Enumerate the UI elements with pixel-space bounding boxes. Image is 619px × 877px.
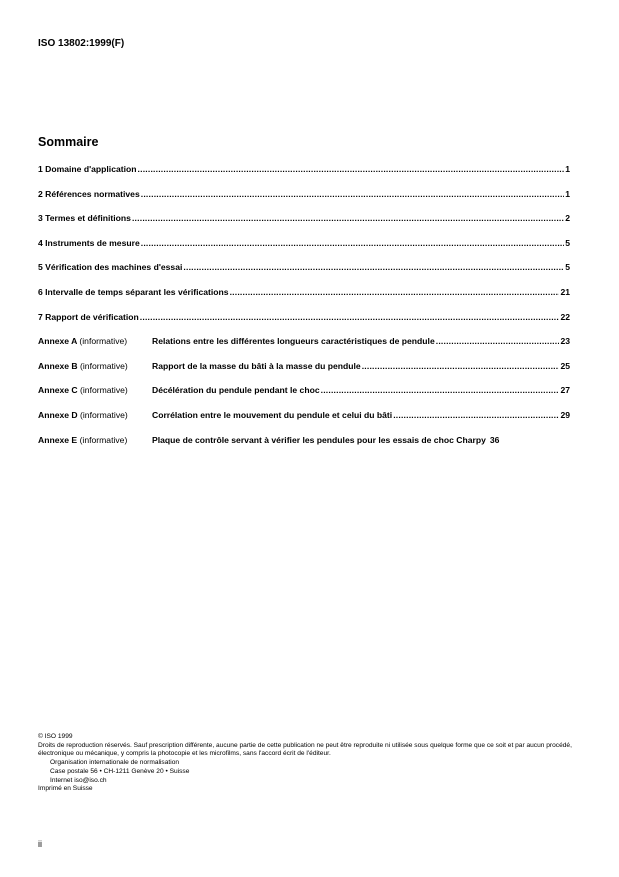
annex-id: Annexe C (38, 385, 78, 396)
annex-id: Annexe A (38, 336, 77, 347)
toc-entry[interactable] (38, 238, 570, 263)
document-code: ISO 13802:1999(F) (38, 38, 125, 49)
toc-entry-page: 2 (565, 213, 570, 224)
toc-entry-title: 2 Références normatives (38, 188, 140, 199)
toc-entry-title: 5 Vérification des machines d'essai (38, 262, 183, 273)
toc-annex-entry[interactable] (38, 435, 570, 460)
dot-leader (141, 238, 564, 248)
toc-entry-title: 7 Rapport de vérification (38, 311, 139, 322)
dot-leader (230, 287, 560, 297)
toc-entry[interactable] (38, 262, 570, 287)
annex-title: Relations entre les différentes longueurs caractéristiques de pendule (152, 336, 435, 347)
dot-leader (436, 336, 560, 346)
annex-id: Annexe B (38, 360, 78, 371)
toc-entry[interactable] (38, 164, 570, 189)
toc-entry[interactable] (38, 189, 570, 214)
copyright-notice: © ISO 1999 (38, 733, 73, 740)
toc-annex-entry[interactable] (38, 410, 570, 435)
dot-leader (140, 312, 560, 322)
copyright-block (38, 733, 578, 794)
toc-entry-page: 5 (565, 262, 570, 273)
annex-page: 29 (560, 409, 570, 420)
annex-id: Annexe D (38, 409, 78, 420)
dot-leader (183, 262, 564, 272)
toc-entry-title: 1 Domaine d'application (38, 164, 137, 174)
annex-label (38, 410, 152, 420)
annex-label (38, 336, 152, 346)
internet-contact: Internet iso@iso.ch (50, 776, 107, 784)
annex-title: Corrélation entre le mouvement du pendule et celui du bâti (152, 409, 393, 420)
annex-id: Annexe E (38, 434, 78, 445)
toc-entry-page: 5 (565, 237, 570, 248)
annex-type: (informative) (79, 336, 128, 347)
page-number: ii (38, 839, 42, 849)
toc-entry-page: 21 (560, 286, 570, 297)
table-of-contents (38, 164, 570, 459)
annex-type: (informative) (80, 385, 128, 396)
rights-statement: Droits de reproduction réservés. Sauf prescription différente, aucune partie de cette publication ne peut être reproduite ni utilisée sous quelque forme que ce soit et par aucun procédé, électronique ou mécanique, y compris la photocopie et les microfilms, sans l'accord écrit de l'éditeur. (38, 741, 572, 758)
postal-address: Case postale 56 • CH-1211 Genève 20 • Suisse (50, 767, 190, 775)
toc-annex-entry[interactable] (38, 361, 570, 386)
annex-title: Décélération du pendule pendant le choc (152, 385, 320, 396)
annex-label (38, 361, 152, 371)
dot-leader (138, 164, 565, 174)
annex-page: 23 (560, 336, 570, 347)
toc-title: Sommaire (38, 135, 99, 149)
annex-page: 36 (489, 434, 500, 445)
toc-entry-page: 22 (560, 311, 570, 322)
annex-type: (informative) (80, 360, 128, 371)
dot-leader (321, 385, 560, 395)
dot-leader (362, 361, 560, 371)
annex-label (38, 385, 152, 395)
toc-entry-title: 4 Instruments de mesure (38, 237, 140, 248)
toc-annex-entry[interactable] (38, 385, 570, 410)
toc-annex-entry[interactable] (38, 336, 570, 361)
dot-leader (141, 189, 564, 199)
annex-type: (informative) (80, 409, 128, 420)
annex-page: 25 (560, 360, 570, 371)
toc-entry[interactable] (38, 213, 570, 238)
annex-title: Plaque de contrôle servant à vérifier les pendules pour les essais de choc Charpy (152, 434, 486, 445)
dot-leader (132, 213, 564, 223)
organization-name: Organisation internationale de normalisation (50, 759, 180, 767)
dot-leader (393, 410, 559, 420)
toc-entry-page: 1 (565, 188, 570, 199)
annex-title: Rapport de la masse du bâti à la masse du pendule (152, 360, 361, 371)
annex-type: (informative) (79, 434, 128, 445)
toc-entry-page: 1 (565, 164, 570, 174)
toc-entry[interactable] (38, 312, 570, 337)
toc-entry-title: 6 Intervalle de temps séparant les vérifications (38, 286, 229, 297)
printed-in: Imprimé en Suisse (38, 785, 93, 793)
annex-label (38, 435, 152, 445)
toc-entry-title: 3 Termes et définitions (38, 213, 131, 224)
toc-entry[interactable] (38, 287, 570, 312)
annex-page: 27 (560, 385, 570, 396)
